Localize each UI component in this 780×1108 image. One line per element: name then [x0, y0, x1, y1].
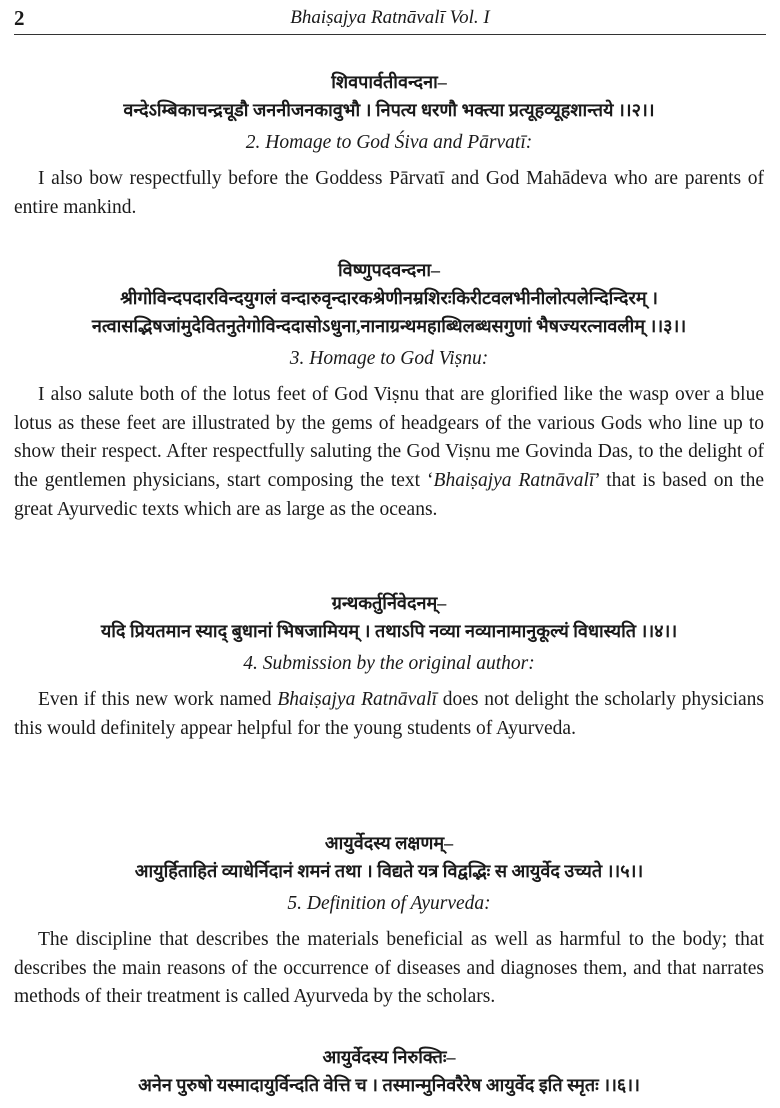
section-heading: 2. Homage to God Śiva and Pārvatī:: [245, 132, 533, 153]
translation-paragraph: I also bow respectfully before the Goddess Pārvatī and God Mahādeva who are parents of entire mankind.: [14, 168, 764, 218]
sanskrit-title: शिवपार्वतीवन्दना–: [331, 72, 447, 92]
section-ayurveda-etymology: [14, 1043, 764, 1099]
section-heading: 4. Submission by the original author:: [243, 653, 535, 674]
sanskrit-title: विष्णुपदवन्दना–: [337, 260, 441, 280]
page-number: 2: [14, 6, 25, 30]
sanskrit-title: आयुर्वेदस्य निरुक्तिः–: [322, 1047, 456, 1067]
section-shiva-parvati: [14, 68, 764, 222]
section-heading: 3. Homage to God Viṣnu:: [289, 348, 489, 369]
sanskrit-verse: अनेन पुरुषो यस्मादायुर्विन्दति वेत्ति च । तस्मान्मुनिवरैरेष आयुर्वेद इति स्मृतः ।।६।।: [138, 1075, 640, 1095]
section-ayurveda-definition: [14, 829, 764, 1012]
translation-paragraph: The discipline that describes the materials beneficial as well as harmful to the body; that describes the main reasons of the occurrence of diseases and diagnoses them, and that narrates methods of their treatment is called Ayurveda by the scholars.: [14, 929, 764, 1008]
sanskrit-title: ग्रन्थकर्तुर्निवेदनम्–: [331, 593, 447, 613]
section-vishnu: [14, 256, 764, 525]
sanskrit-verse: श्रीगोविन्दपदारविन्दयुगलं वन्दारुवृन्दारकश्रेणीनम्रशिरःकिरीटवलभीनीलोत्पलेन्दिन्दिरम् ।: [120, 288, 658, 308]
section-heading: 5. Definition of Ayurveda:: [287, 893, 491, 914]
sanskrit-title: आयुर्वेदस्य लक्षणम्–: [324, 833, 454, 853]
section-author-submission: [14, 589, 764, 743]
translation-paragraph: [14, 381, 764, 525]
text: Even if this new work named: [38, 689, 278, 710]
sanskrit-verse: वन्देऽम्बिकाचन्द्रचूडौ जननीजनकावुभौ । निपत्य धरणौ भक्त्या प्रत्यूहव्यूहशान्तये ।।२।।: [123, 100, 655, 120]
translation-paragraph: [14, 686, 764, 743]
sanskrit-verse: आयुर्हिताहितं व्याधेर्निदानं शमनं तथा । विद्यते यत्र विद्वद्भिः स आयुर्वेद उच्यते ।।५।।: [134, 861, 644, 881]
running-title: Bhaiṣajya Ratnāvalī Vol. I: [290, 7, 490, 28]
book-title: Bhaiṣajya Ratnāvalī: [433, 470, 595, 492]
text: does not delight the scholarly physicians this would definitely appear helpful for the young students of Ayurveda.: [14, 689, 764, 739]
page-header: [14, 4, 766, 35]
book-title: Bhaiṣajya Ratnāvalī: [277, 689, 437, 710]
sanskrit-verse: नत्वासद्भिषजांमुदेवितनुतेगोविन्ददासोऽधुना,नानाग्रन्थमहाब्धिलब्धसगुणां भैषज्यरत्नावलीम् ।।३।।: [91, 316, 687, 336]
sanskrit-verse: यदि प्रियतमान स्याद् बुधानां भिषजामियम् । तथाऽपि नव्या नव्यानामानुकूल्यं विधास्यति ।।४।।: [100, 621, 678, 641]
text: ’ that is based on the great Ayurvedic texts which are as large as the oceans.: [14, 470, 764, 520]
text: I also salute both of the lotus feet of God Viṣnu that are glorified like the wasp over a blue lotus as these feet are illustrated by the gems of headgears of the various Gods who line up to show their respect. After respectfully saluting the God Viṣnu me Govinda Das, to the delight of the gentlemen physicians, start composing the text ‘: [14, 384, 764, 492]
